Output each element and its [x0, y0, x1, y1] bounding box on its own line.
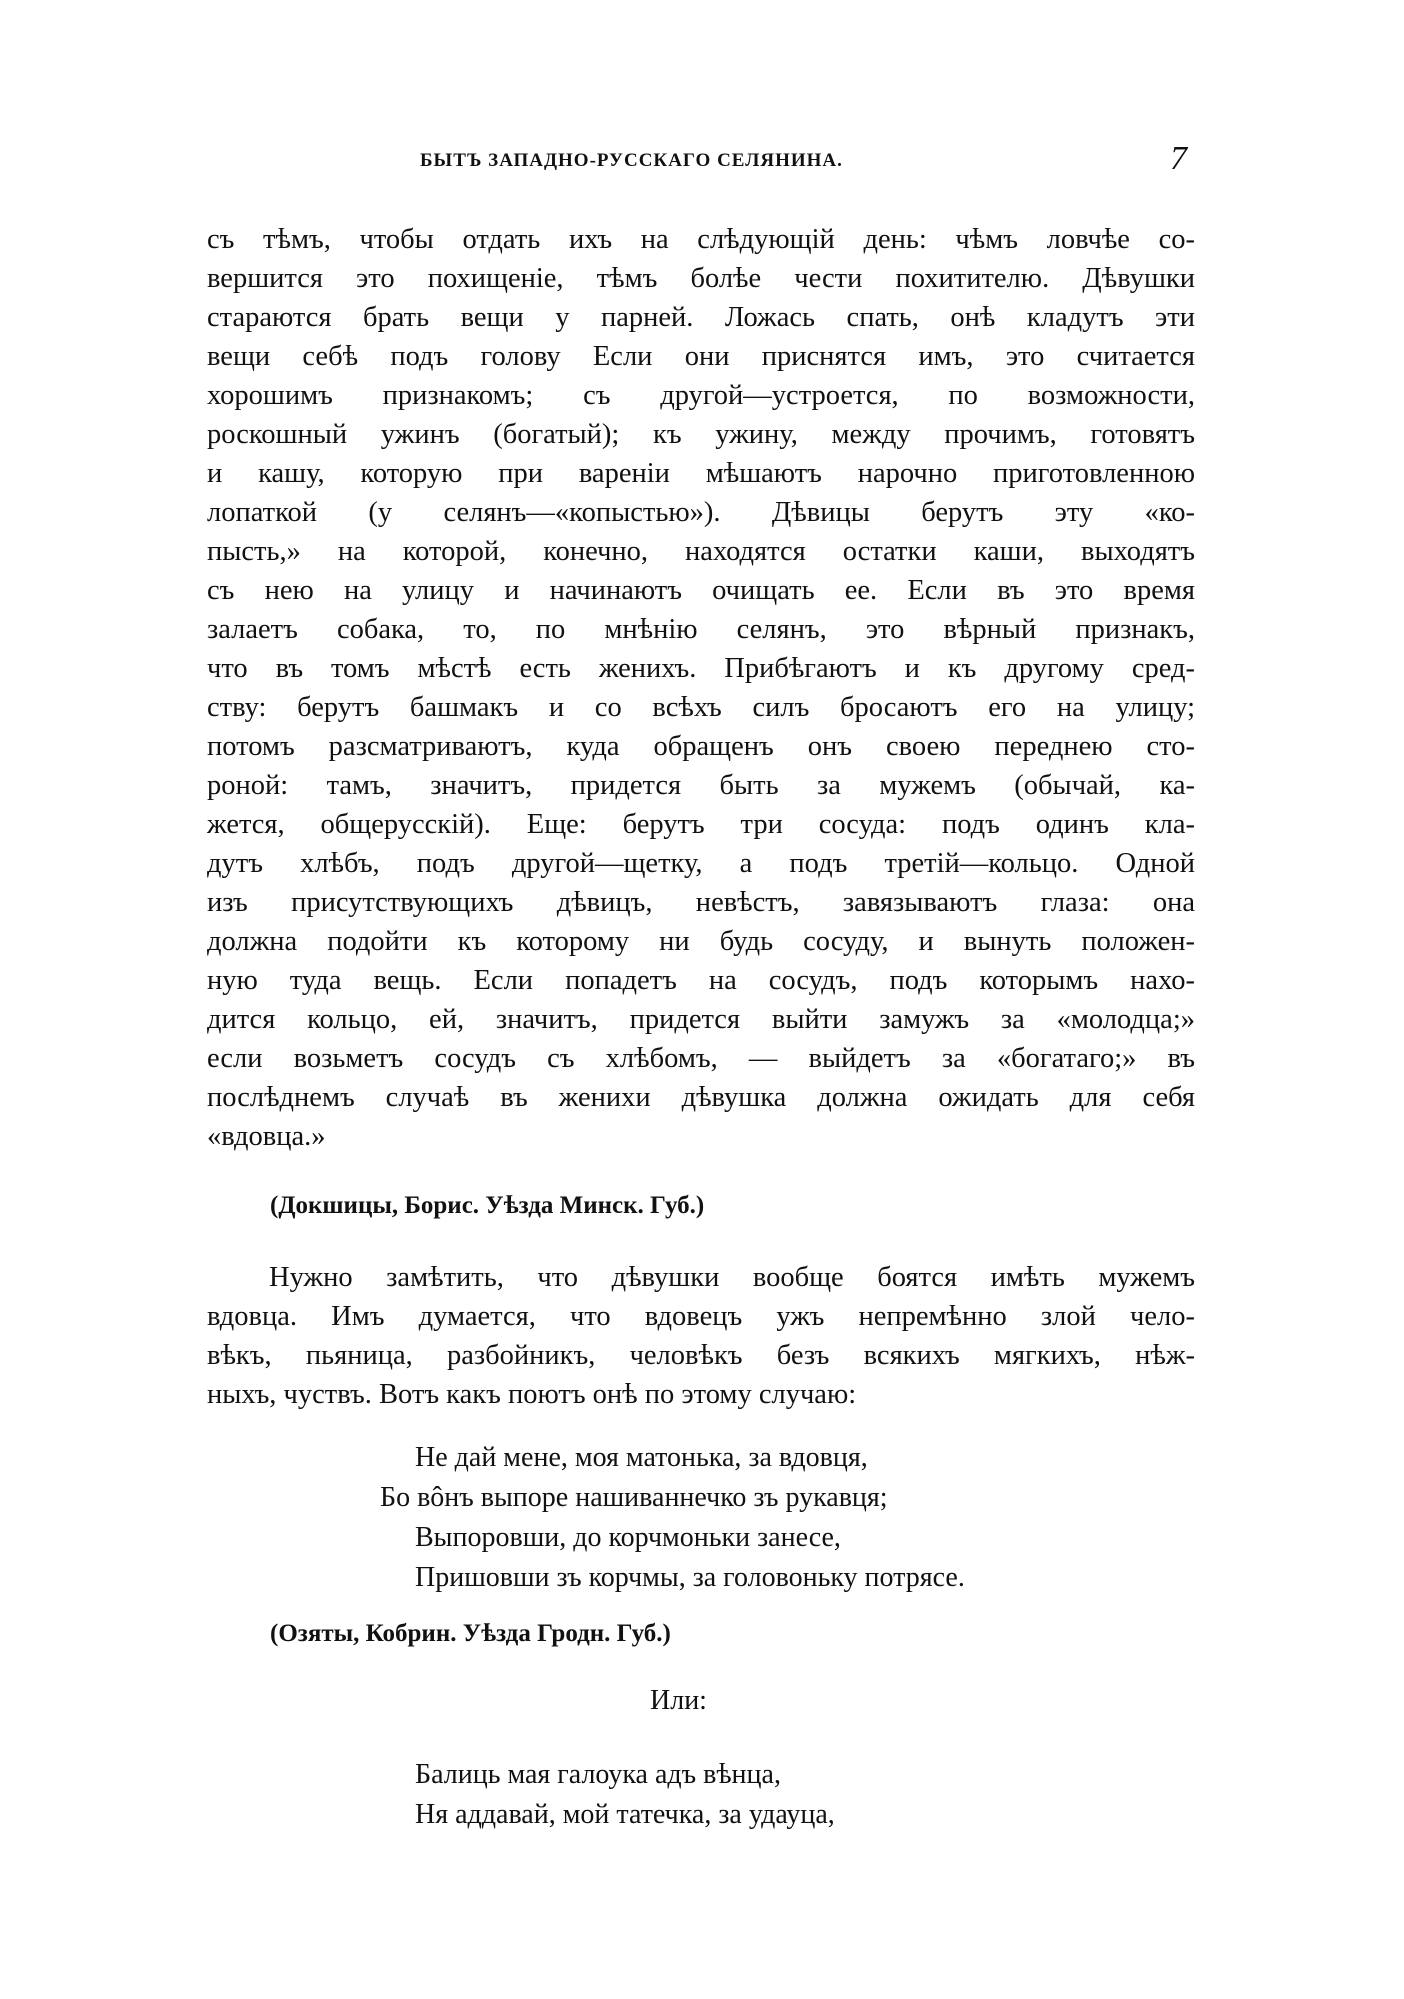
text-line: роной: тамъ, значитъ, придется быть за мужемъ (обычай, ка-	[207, 770, 1195, 801]
running-head: БЫТЪ ЗАПАДНО-РУССКАГО СЕЛЯНИНА.	[420, 150, 843, 171]
text-line: послѣднемъ случаѣ въ женихи дѣвушка должна ожидать для себя	[207, 1082, 1195, 1113]
text-line: ству: берутъ башмакъ и со всѣхъ силъ бросаютъ его на улицу;	[207, 692, 1195, 723]
text-line: стараются брать вещи у парней. Ложась спать, онѣ кладутъ эти	[207, 302, 1195, 333]
paragraph-1	[207, 220, 1195, 1156]
verse-line: Пришовши зъ корчмы, за головоньку потрясе.	[415, 1562, 965, 1593]
text-line: лопаткой (у селянъ—«копыстью»). Дѣвицы берутъ эту «ко-	[207, 497, 1195, 528]
text-line: что въ томъ мѣстѣ есть женихъ. Прибѣгаютъ и къ другому сред-	[207, 653, 1195, 684]
text-line: вершится это похищеніе, тѣмъ болѣе чести похитителю. Дѣвушки	[207, 263, 1195, 294]
text-line: жется, общерусскій). Еще: берутъ три сосуда: подъ одинъ кла-	[207, 809, 1195, 840]
verse-line: Балиць мая галоука адъ вѣнца,	[415, 1759, 781, 1790]
text-line: потомъ разсматриваютъ, куда обращенъ онъ своею переднею сто-	[207, 731, 1195, 762]
text-line: если возьметъ сосудъ съ хлѣбомъ, — выйдетъ за «богатаго;» въ	[207, 1043, 1195, 1074]
text-line: ныхъ, чуствъ. Вотъ какъ поютъ онѣ по этому случаю:	[207, 1379, 857, 1410]
source-note-2: (Озяты, Кобрин. Уѣзда Гродн. Губ.)	[270, 1620, 671, 1647]
text-line: изъ присутствующихъ дѣвицъ, невѣстъ, завязываютъ глаза: она	[207, 887, 1195, 918]
verse-line: Выпоровши, до корчмоньки занесе,	[415, 1522, 841, 1553]
text-line: «вдовца.»	[207, 1121, 326, 1152]
verse-line: Не дай мене, моя матонька, за вдовця,	[415, 1442, 868, 1473]
text-line: хорошимъ признакомъ; съ другой—устроется, по возможности,	[207, 380, 1195, 411]
text-line: дутъ хлѣбъ, подъ другой—щетку, а подъ третій—кольцо. Одной	[207, 848, 1195, 879]
text-line: Нужно замѣтить, что дѣвушки вообще боятся имѣть мужемъ	[269, 1262, 1195, 1293]
text-line: вещи себѣ подъ голову Если они приснятся имъ, это считается	[207, 341, 1195, 372]
text-line: вдовца. Имъ думается, что вдовецъ ужъ непремѣнно злой чело-	[207, 1301, 1195, 1332]
text-line: пысть,» на которой, конечно, находятся остатки каши, выходятъ	[207, 536, 1195, 567]
page-number: 7	[1170, 140, 1187, 177]
text-line: ную туда вещь. Если попадетъ на сосудъ, подъ которымъ нахо-	[207, 965, 1195, 996]
text-line: должна подойти къ которому ни будь сосуду, и вынуть положен-	[207, 926, 1195, 957]
verse-line: Бо вôнъ выпоре нашиваннечко зъ рукавця;	[380, 1482, 888, 1513]
text-line: съ тѣмъ, чтобы отдать ихъ на слѣдующій день: чѣмъ ловчѣе со-	[207, 224, 1195, 255]
source-note-1: (Докшицы, Борис. Уѣзда Минск. Губ.)	[270, 1192, 705, 1219]
or-label: Или:	[650, 1685, 707, 1716]
paragraph-2	[207, 1258, 1195, 1414]
text-line: залаетъ собака, то, по мнѣнію селянъ, это вѣрный признакъ,	[207, 614, 1195, 645]
verse-line: Ня аддавай, мой татечка, за удауца,	[415, 1799, 835, 1830]
text-line: дится кольцо, ей, значитъ, придется выйти замужъ за «молодца;»	[207, 1004, 1195, 1035]
text-line: роскошный ужинъ (богатый); къ ужину, между прочимъ, готовятъ	[207, 419, 1195, 450]
text-line: съ нею на улицу и начинаютъ очищать ее. Если въ это время	[207, 575, 1195, 606]
text-line: вѣкъ, пьяница, разбойникъ, человѣкъ безъ всякихъ мягкихъ, нѣж-	[207, 1340, 1195, 1371]
text-line: и кашу, которую при вареніи мѣшаютъ нарочно приготовленною	[207, 458, 1195, 489]
